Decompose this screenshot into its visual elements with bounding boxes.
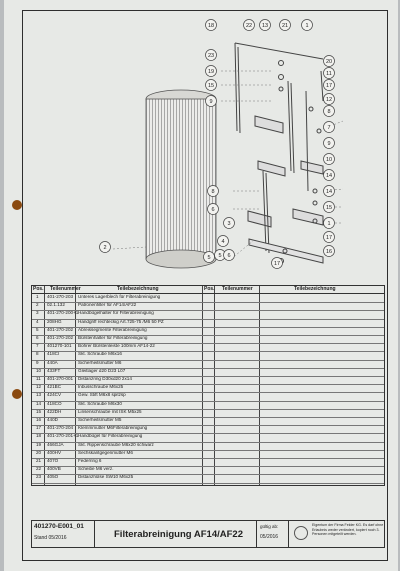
cell-nr: 208HG xyxy=(47,318,62,324)
callout-bubble xyxy=(206,66,217,77)
callout-bubble xyxy=(324,56,335,67)
callout-number: 9 xyxy=(209,99,213,105)
cell-bez: Handgriff rechteckig Art.725-75 /M6 50 PZ xyxy=(78,318,164,324)
row-line xyxy=(32,466,384,467)
cell-bez: Distanzring D30xd20 2x14 xyxy=(78,376,132,381)
cell-pos: 16 xyxy=(36,417,42,422)
cell-pos: 14 xyxy=(36,400,42,406)
callout-number: 7 xyxy=(327,125,331,131)
callout-number: 21 xyxy=(281,23,289,29)
cell-nr: 401270-101 xyxy=(47,343,72,349)
cell-pos: 4 xyxy=(36,318,39,324)
callout-number: 6 xyxy=(227,253,231,259)
row-line xyxy=(32,335,384,336)
callout-bubble xyxy=(324,154,335,165)
cell-bez: Skt. Rippenschraube M6x20 schwarz xyxy=(78,441,154,447)
callout-number: 10 xyxy=(325,157,333,163)
drawing-title: Filterabreinigung AF14/AF22 xyxy=(114,529,243,540)
callout-number: 13 xyxy=(261,23,269,29)
callout-bubble xyxy=(206,50,217,61)
cell-nr: 440A xyxy=(47,359,58,365)
cell-bez: Sicherheitsmutter M5 xyxy=(78,417,122,422)
cell-bez: Handbügel für Filterabreinigung xyxy=(78,433,143,439)
cell-pos: 8 xyxy=(36,351,39,357)
cell-pos: 1 xyxy=(36,294,39,299)
row-line xyxy=(32,310,384,311)
cell-bez: Skt. Schraube M6x30 xyxy=(78,400,122,406)
row-line xyxy=(32,474,384,475)
callout-bubble xyxy=(272,258,283,269)
callout-bubble xyxy=(206,80,217,91)
cell-nr: 405O xyxy=(47,474,59,480)
cell-nr: 401-270-001 xyxy=(47,376,74,381)
row-line xyxy=(32,327,384,328)
callout-number: 1 xyxy=(327,221,331,227)
table-row xyxy=(32,294,202,300)
header-teilebezeichnung: Teilebezeichnung xyxy=(117,286,159,292)
callout-number: 20 xyxy=(325,59,333,65)
cell-pos: 11 xyxy=(36,376,41,381)
callout-bubble xyxy=(260,20,271,31)
cell-bez: Federring 6 xyxy=(78,458,102,463)
row-line xyxy=(32,376,384,377)
cell-nr: 02.1.132 xyxy=(47,302,65,308)
row-line xyxy=(32,458,384,459)
callout-bubble xyxy=(324,138,335,149)
cell-pos: 19 xyxy=(36,441,42,447)
callout-bubble xyxy=(324,80,335,91)
callout-bubble xyxy=(224,250,235,261)
callout-number: 17 xyxy=(273,261,281,267)
cell-nr: 401-270-203 xyxy=(47,294,74,299)
cell-nr: 418CI xyxy=(47,351,60,357)
column-divider xyxy=(214,286,215,485)
title-divider xyxy=(256,521,257,547)
drawing-number: 401270-E001_01 xyxy=(34,523,84,530)
cell-pos: 5 xyxy=(36,326,39,332)
row-line xyxy=(32,368,384,369)
callout-number: 17 xyxy=(325,235,333,241)
cell-bez: Skt. Schraube M6x16 xyxy=(78,351,122,357)
callout-number: 6 xyxy=(211,207,215,213)
cell-pos: 15 xyxy=(36,408,42,414)
row-line xyxy=(32,483,384,484)
callout-bubble xyxy=(324,246,335,257)
cell-nr: 401-270-204 xyxy=(47,425,74,431)
callout-number: 19 xyxy=(207,69,215,75)
callout-number: 16 xyxy=(325,249,333,255)
cell-bez: Sicherheitsmutter M6 xyxy=(78,359,122,365)
row-line xyxy=(32,302,384,303)
cell-bez: Patronenfilter für AF14/AF22 xyxy=(78,302,137,308)
cell-nr: 400HV xyxy=(47,449,62,455)
callout-number: 5 xyxy=(207,255,211,261)
header-teilebezeichnung-right: Teilebezeichnung xyxy=(294,286,336,292)
header-pos-right: Pos. xyxy=(204,286,215,292)
ownership-note: Eigentum der Firma Felder KG. Es darf ohne Erlaubnis weder verändert, kopiert noch 3. Personen mitgeteilt werden. xyxy=(312,523,384,537)
cell-pos: 17 xyxy=(36,425,42,431)
cell-nr: 401-270-201+1 xyxy=(47,433,79,439)
row-line xyxy=(32,343,384,344)
row-line xyxy=(32,360,384,361)
callout-number: 18 xyxy=(207,23,215,29)
cell-nr: 401-270-202 xyxy=(47,326,74,332)
row-line xyxy=(32,351,384,352)
callout-bubble xyxy=(224,218,235,229)
stand-date: Stand 05/2016 xyxy=(34,535,67,541)
cell-bez: Bohrer Bürstenleiste 100mm AF14-22 xyxy=(78,343,155,349)
cell-bez: Gew. Stift M6x8 spitzsp xyxy=(78,392,126,398)
callout-number: 14 xyxy=(325,189,333,195)
cell-bez: Sechskantgegenmutter M6 xyxy=(78,449,133,455)
valid-from-date: 05/2016 xyxy=(260,534,279,540)
cell-pos: 7 xyxy=(36,343,39,349)
cell-bez: Scheibe M6 verz. xyxy=(78,466,114,472)
row-line xyxy=(32,442,384,443)
cell-bez: Linsenschraube mit ISK M5x25 xyxy=(78,408,142,414)
cell-pos: 6 xyxy=(36,335,39,340)
cell-pos: 9 xyxy=(36,359,39,365)
callout-number: 4 xyxy=(221,239,225,245)
callout-bubble xyxy=(324,202,335,213)
row-line xyxy=(32,319,384,320)
callout-number: 11 xyxy=(326,71,332,77)
cell-bez: Handbügelhalter für Filterabreinigung xyxy=(78,310,154,316)
callout-bubble xyxy=(324,232,335,243)
callout-number: 17 xyxy=(325,83,333,89)
cell-nr: 440D xyxy=(47,417,58,422)
callout-bubble xyxy=(208,204,219,215)
row-line xyxy=(32,425,384,426)
cell-pos: 12 xyxy=(36,384,42,390)
binder-hole xyxy=(12,200,22,210)
filter-cartridge xyxy=(146,90,216,268)
row-line xyxy=(32,401,384,402)
cleaning-frame xyxy=(235,43,323,264)
title-block xyxy=(31,520,385,548)
cell-pos: 21 xyxy=(36,458,42,463)
header-teilenummer: Teilenummer xyxy=(50,286,81,292)
cell-pos: 23 xyxy=(36,474,42,480)
callout-number: 23 xyxy=(207,53,215,59)
callout-bubble xyxy=(206,20,217,31)
callout-number: 12 xyxy=(325,97,333,103)
callout-number: 15 xyxy=(207,83,215,89)
cell-nr: 401-270-200+1 xyxy=(47,310,79,316)
callout-bubble xyxy=(324,94,335,105)
callout-number: 14 xyxy=(325,173,333,179)
callout-number: 8 xyxy=(327,109,331,115)
callout-bubble xyxy=(218,236,229,247)
cell-pos: 2 xyxy=(36,302,39,308)
cell-bez: Klemmmutter M6Filterabreinigung xyxy=(78,425,148,431)
callout-bubble xyxy=(206,96,217,107)
column-divider xyxy=(259,286,260,485)
callout-bubble xyxy=(302,20,313,31)
callout-number: 15 xyxy=(325,205,333,211)
cell-pos: 13 xyxy=(36,392,42,398)
callout-bubble xyxy=(324,106,335,117)
cell-pos: 20 xyxy=(36,449,42,455)
callout-bubble xyxy=(324,122,335,133)
callout-bubble xyxy=(324,218,335,229)
column-divider xyxy=(202,286,203,485)
cell-nr: 421BC xyxy=(47,384,62,390)
callout-bubble xyxy=(244,20,255,31)
callout-number: 2 xyxy=(103,245,107,251)
cell-bez: Unteres Lagerblech für Filterabreinigung xyxy=(78,294,161,299)
binder-hole xyxy=(12,389,22,399)
callout-bubble xyxy=(280,20,291,31)
callout-number: 9 xyxy=(327,141,331,147)
cell-pos: 10 xyxy=(36,367,42,373)
cell-nr: 407O xyxy=(47,458,59,463)
callout-number: 1 xyxy=(305,23,309,29)
row-line xyxy=(32,384,384,385)
callout-number: 5 xyxy=(218,253,222,259)
cell-pos: 18 xyxy=(36,433,42,439)
cell-bez: Inbusschraube M6x25 xyxy=(78,384,124,390)
cell-bez: Abreissegmente Filterabreinigung xyxy=(78,326,147,332)
cell-bez: Gleitlager d20 D23 L07 xyxy=(78,367,126,373)
cell-nr: 433FT xyxy=(47,367,61,373)
row-line xyxy=(32,417,384,418)
row-line xyxy=(32,433,384,434)
cell-nr: 422DH xyxy=(47,408,62,414)
cell-nr: 400VB xyxy=(47,466,61,472)
callout-group xyxy=(100,20,335,269)
valid-from-label: gültig ab: xyxy=(260,524,279,529)
callout-bubble xyxy=(100,242,111,253)
callout-number: 22 xyxy=(245,23,253,29)
cell-pos: 3 xyxy=(36,310,39,316)
callout-bubble xyxy=(324,186,335,197)
title-divider xyxy=(94,521,95,547)
callout-bubble xyxy=(204,252,215,263)
callout-bubble xyxy=(324,170,335,181)
header-pos: Pos. xyxy=(33,286,44,292)
row-line xyxy=(32,392,384,393)
cell-nr: 401-270-202 xyxy=(47,335,74,340)
row-line xyxy=(32,450,384,451)
logo-stamp-icon xyxy=(294,526,308,540)
callout-number: 8 xyxy=(211,189,215,195)
exploded-view-drawing xyxy=(23,11,387,283)
callout-bubble xyxy=(208,186,219,197)
callout-number: 3 xyxy=(227,221,231,227)
cell-pos: 22 xyxy=(36,466,42,472)
document-sheet xyxy=(4,0,398,571)
row-line xyxy=(32,409,384,410)
parts-table xyxy=(31,285,385,486)
header-teilenummer-right: Teilenummer xyxy=(222,286,253,292)
callout-bubble xyxy=(324,68,335,79)
cell-nr: 466GJA xyxy=(47,441,64,447)
cell-bez: Distanzhülse SW10 M6x25 xyxy=(78,474,134,480)
cell-nr: 418CO xyxy=(47,400,62,406)
title-divider xyxy=(288,521,289,547)
cell-bez: Bürstenhalter für Filterabreinigung xyxy=(78,335,148,340)
cell-nr: 424CV xyxy=(47,392,62,398)
